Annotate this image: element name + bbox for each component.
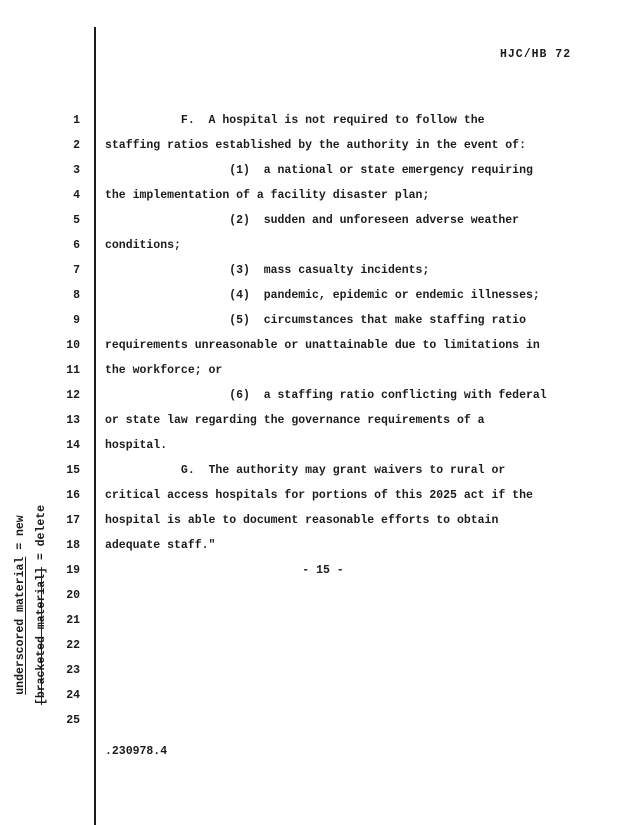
body-line: staffing ratios established by the authority in the event of:: [105, 139, 526, 152]
line-number: 24: [66, 689, 80, 702]
line-number: 23: [66, 664, 80, 677]
legend-delete-suffix: = delete: [35, 504, 48, 568]
line-number: 2: [73, 139, 80, 152]
line-number: 1: [73, 114, 80, 127]
legend-new-material: [10, 500, 31, 710]
line-number: 13: [66, 414, 80, 427]
body-line: (4) pandemic, epidemic or endemic illnesses;: [105, 289, 540, 302]
line-number: 19: [66, 564, 80, 577]
bill-body-text: [105, 108, 547, 558]
body-line: requirements unreasonable or unattainable due to limitations in: [105, 339, 540, 352]
line-number-column: [30, 108, 80, 733]
line-number: 8: [73, 289, 80, 302]
body-line: (2) sudden and unforeseen adverse weather: [105, 214, 520, 227]
line-number: 9: [73, 314, 80, 327]
line-number: 16: [66, 489, 80, 502]
line-number: 25: [66, 714, 80, 727]
body-line: F. A hospital is not required to follow the: [105, 114, 485, 127]
body-line: conditions;: [105, 239, 181, 252]
body-line: adequate staff.": [105, 539, 216, 552]
body-line: (1) a national or state emergency requiring: [105, 164, 533, 177]
line-number: 20: [66, 589, 80, 602]
line-number: 7: [73, 264, 80, 277]
body-line: the workforce; or: [105, 364, 223, 377]
header-docket-number: HJC/HB 72: [500, 48, 572, 61]
line-number: 22: [66, 639, 80, 652]
line-number: 11: [66, 364, 80, 377]
line-number: 18: [66, 539, 80, 552]
line-number: 6: [73, 239, 80, 252]
footer-draft-code: .230978.4: [105, 745, 168, 758]
body-line: hospital.: [105, 439, 168, 452]
line-number: 15: [66, 464, 80, 477]
legend-new-suffix: = new: [14, 515, 27, 557]
line-number: 12: [66, 389, 80, 402]
page-number: - 15 -: [302, 564, 344, 577]
body-line: critical access hospitals for portions of this 2025 act if the: [105, 489, 533, 502]
line-number: 5: [73, 214, 80, 227]
line-number: 21: [66, 614, 80, 627]
line-number: 3: [73, 164, 80, 177]
line-number: 10: [66, 339, 80, 352]
body-line: (5) circumstances that make staffing ratio: [105, 314, 526, 327]
body-line: (3) mass casualty incidents;: [105, 264, 430, 277]
legend-underscored-label: underscored material: [14, 556, 27, 695]
legend-bracketed-label: [bracketed material]: [35, 567, 48, 706]
body-line: hospital is able to document reasonable efforts to obtain: [105, 514, 499, 527]
body-line: the implementation of a facility disaster plan;: [105, 189, 430, 202]
margin-rule: [94, 27, 96, 825]
line-number: 4: [73, 189, 80, 202]
line-number: 17: [66, 514, 80, 527]
body-line: G. The authority may grant waivers to rural or: [105, 464, 506, 477]
body-line: or state law regarding the governance requirements of a: [105, 414, 485, 427]
body-line: (6) a staffing ratio conflicting with federal: [105, 389, 547, 402]
line-number: 14: [66, 439, 80, 452]
